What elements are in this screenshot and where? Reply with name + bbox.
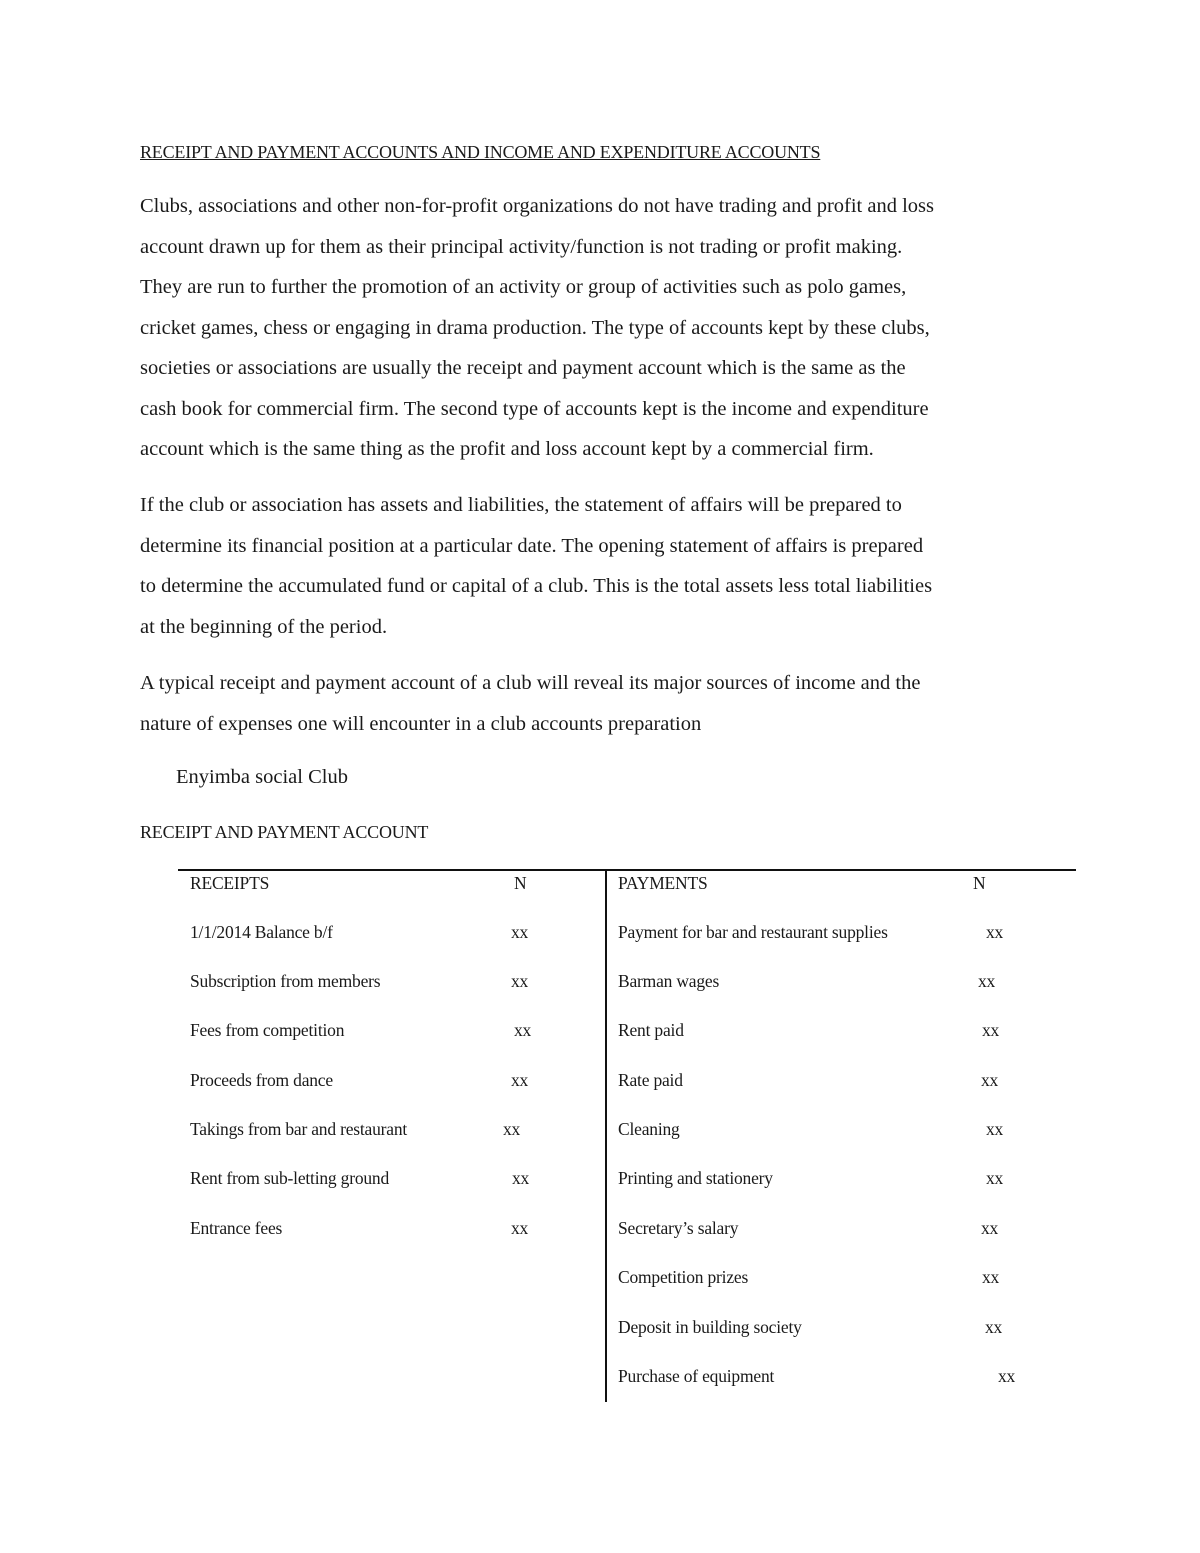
receipt-amount: xx <box>511 922 529 942</box>
receipt-label: Fees from competition <box>190 1020 345 1040</box>
receipt-label: 1/1/2014 Balance b/f <box>190 922 333 942</box>
receipts-header: RECEIPTS <box>190 873 270 893</box>
receipts-amount-header: N <box>514 873 527 893</box>
payment-amount: xx <box>982 1267 1000 1287</box>
receipt-label: Subscription from members <box>190 971 381 991</box>
payment-amount: xx <box>986 922 1004 942</box>
receipt-label: Entrance fees <box>190 1218 283 1238</box>
payment-amount: xx <box>982 1020 1000 1040</box>
payment-label: Payment for bar and restaurant supplies <box>618 922 888 942</box>
payment-label: Rate paid <box>618 1070 683 1090</box>
paragraph-line: cash book for commercial firm. The second type of accounts kept is the income and expenditure <box>140 397 929 420</box>
receipt-label: Takings from bar and restaurant <box>190 1119 408 1139</box>
paragraph-line: societies or associations are usually the receipt and payment account which is the same as the <box>140 357 906 379</box>
receipt-label: Rent from sub-letting ground <box>190 1168 390 1188</box>
payment-label: Deposit in building society <box>618 1317 802 1337</box>
payment-label: Printing and stationery <box>618 1168 773 1188</box>
receipt-amount: xx <box>512 1168 530 1188</box>
payment-label: Cleaning <box>618 1119 680 1139</box>
paragraph-line: to determine the accumulated fund or capital of a club. This is the total assets less total liabilities <box>140 575 933 597</box>
table-center-divider <box>605 870 607 1402</box>
paragraph-line: determine its financial position at a particular date. The opening statement of affairs is prepared <box>140 534 924 557</box>
paragraph-line: at the beginning of the period. <box>140 615 388 638</box>
account-title: RECEIPT AND PAYMENT ACCOUNT <box>140 822 429 842</box>
paragraph-line: account which is the same thing as the profit and loss account kept by a commercial firm. <box>140 438 874 460</box>
paragraph-statement-of-affairs <box>140 485 1065 647</box>
paragraph-line: Clubs, associations and other non-for-profit organizations do not have trading and profit and loss <box>140 195 934 217</box>
payment-amount: xx <box>978 971 996 991</box>
payment-label: Competition prizes <box>618 1267 749 1287</box>
payment-amount: xx <box>986 1168 1004 1188</box>
payments-header: PAYMENTS <box>618 873 708 893</box>
receipt-amount: xx <box>511 971 529 991</box>
receipt-amount: xx <box>511 1218 529 1238</box>
paragraph-line: cricket games, chess or engaging in drama production. The type of accounts kept by these clubs, <box>140 316 930 339</box>
receipt-amount: xx <box>511 1070 529 1090</box>
payment-amount: xx <box>986 1119 1004 1139</box>
payment-amount: xx <box>981 1070 999 1090</box>
payment-amount: xx <box>985 1317 1003 1337</box>
payment-label: Purchase of equipment <box>618 1366 775 1386</box>
club-name: Enyimba social Club <box>176 766 348 788</box>
receipt-label: Proceeds from dance <box>190 1070 333 1090</box>
payments-amount-header: N <box>973 873 986 893</box>
paragraph-line: A typical receipt and payment account of a club will reveal its major sources of income and the <box>140 672 921 694</box>
table-top-rule <box>178 869 1076 871</box>
receipt-amount: xx <box>514 1020 532 1040</box>
paragraph-intro <box>140 186 1065 470</box>
receipt-amount: xx <box>503 1119 521 1139</box>
paragraph-line: If the club or association has assets and liabilities, the statement of affairs will be prepared to <box>140 494 902 516</box>
payment-label: Secretary’s salary <box>618 1218 739 1238</box>
paragraph-typical-account <box>140 663 1065 744</box>
paragraph-line: nature of expenses one will encounter in a club accounts preparation <box>140 712 702 735</box>
payment-label: Rent paid <box>618 1020 684 1040</box>
payment-amount: xx <box>981 1218 999 1238</box>
paragraph-line: account drawn up for them as their principal activity/function is not trading or profit making. <box>140 235 903 258</box>
paragraph-line: They are run to further the promotion of an activity or group of activities such as polo games, <box>140 276 907 298</box>
document-heading: RECEIPT AND PAYMENT ACCOUNTS AND INCOME AND EXPENDITURE ACCOUNTS <box>140 142 821 162</box>
payment-label: Barman wages <box>618 971 720 991</box>
payment-amount: xx <box>998 1366 1016 1386</box>
